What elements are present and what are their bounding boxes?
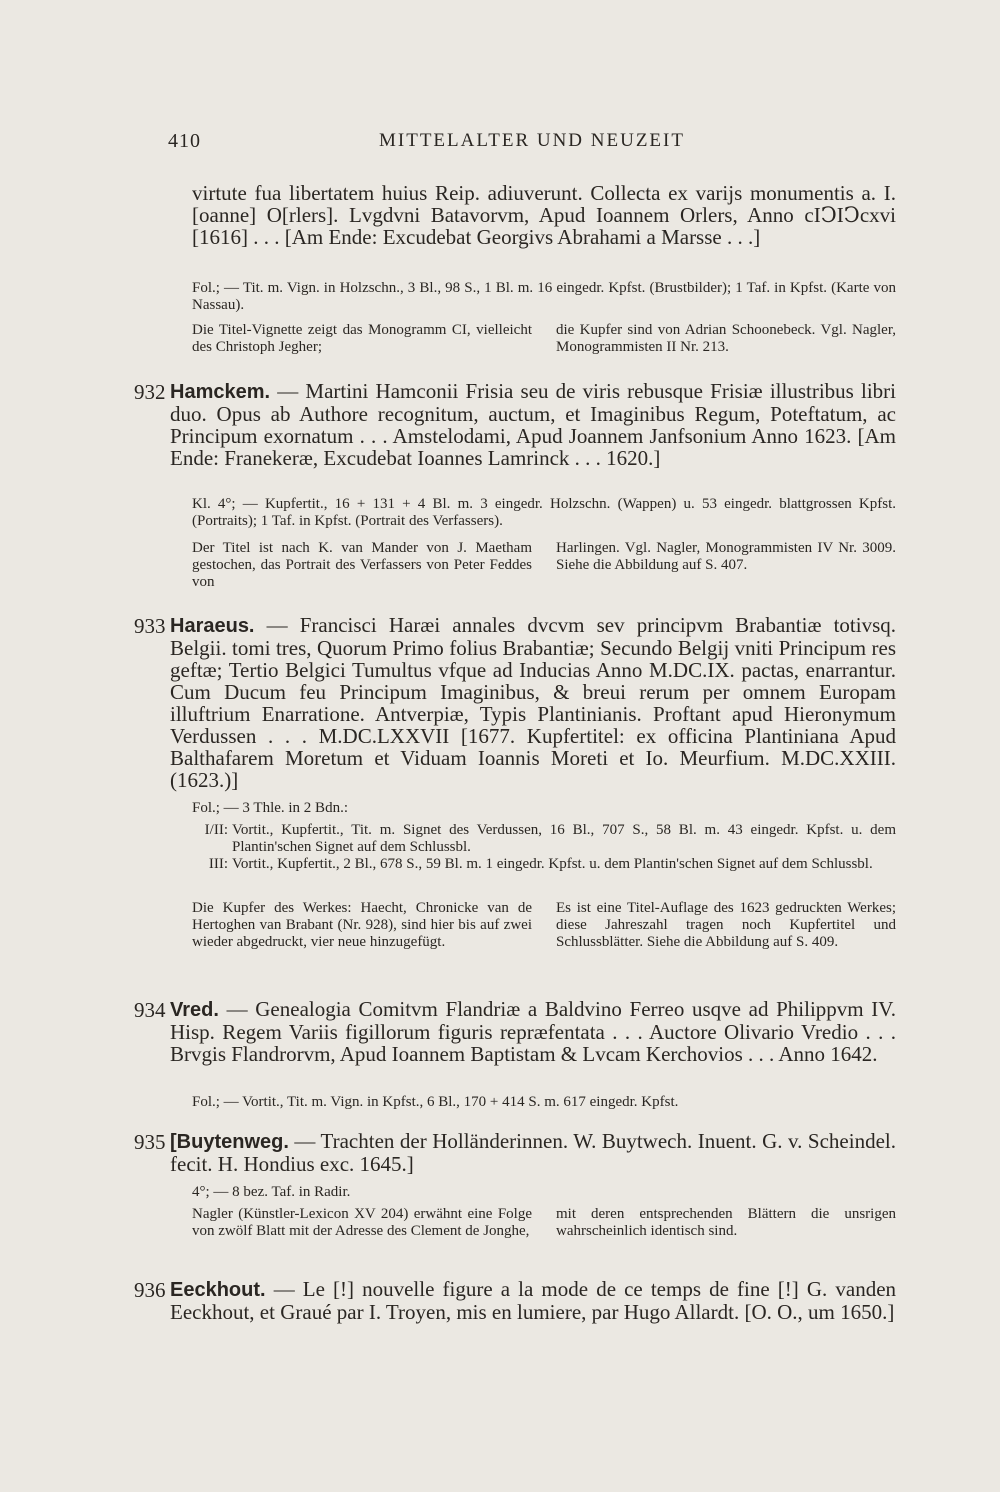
entry-title: — Francisci Haræi annales dvcvm sev principvm Brabantiæ totivsq. Belgii. tomi tres, Quorum Primo folius Brabantiæ; Secundo Belgij vniti Principum res geftæ; Tertio Belgici Tumultus vfque ad Inducias Anno M.DC.IX. pactas, enarrantur. Cum Ducum feu Principum Imaginibus, & breui rerum per omnem Europam illuftrium Enarratione. Antverpiæ, Typis Plantinianis. Proftant apud Hieronymum Verdussen . . . M.DC.LXXVII [1677. Kupfertitel: ex officina Plantiniana Apud Balthafarem Moretum et Viduam Ioannis Moreti et Io. Meurfium. M.DC.XXIII. (1623.)] [170,613,897,792]
entry-number: 933 [134,614,166,638]
entry-933-collation: Fol.; — 3 Thle. in 2 Bdn.: [192,800,348,816]
entry-continuation-collation: Fol.; — Tit. m. Vign. in Holzschn., 3 Bl., 98 S., 1 Bl. m. 16 eingedr. Kpfst. (Brustbilder); 1 Taf. in Kpfst. (Karte von Nassau). [192,280,896,313]
entry-number: 934 [134,998,166,1022]
entry-934-collation: Fol.; — Vortit., Tit. m. Vign. in Kpfst., 6 Bl., 170 + 414 S. m. 617 eingedr. Kpfst. [192,1094,679,1110]
note-left: Die Titel-Vignette zeigt das Monogramm CI, vielleicht des Christoph Jegher; [192,322,532,355]
entry-title: — Le [!] nouvelle figure a la mode de ce temps de fine [!] G. vanden Eeckhout, et Graué par I. Troyen, mis en lumiere, par Hugo Allardt. [O. O., um 1650.] [170,1277,897,1324]
note-left: Der Titel ist nach K. van Mander von J. Maetham gestochen, das Portrait des Verfassers von Peter Feddes von [192,540,532,590]
entry-continuation-text: virtute fua libertatem huius Reip. adiuverunt. Collecta ex varijs monumentis a. I.[oanne] O[rlers]. Lvgdvni Batavorvm, Apud Ioannem Orlers, Anno cIↃIↃcxvi [1616] . . . [Am Ende: Excudebat Georgivs Abrahami a Marsse . . .] [192,181,896,249]
entry-934-text [170,998,896,1065]
entry-number: 935 [134,1130,166,1154]
entry-932-notes [192,540,896,591]
page-number: 410 [168,130,201,152]
note-right: die Kupfer sind von Adrian Schoonebeck. Vgl. Nagler, Monogrammisten II Nr. 213. [556,322,896,355]
entry-933-text [170,614,896,791]
entry-932-text [170,380,896,469]
entry-933-volumes [192,822,896,873]
entry-lemma: Eeckhout. [170,1279,266,1301]
entry-continuation-notes [192,322,896,356]
entry-number: 936 [134,1278,166,1302]
entry-935-text [170,1130,896,1175]
entry-933-notes [192,900,896,951]
entry-lemma: Hamckem. [170,381,271,403]
entry-936-text [170,1278,896,1323]
entry-lemma: Haraeus. [170,615,255,637]
entry-number: 932 [134,380,166,404]
entry-935-notes [192,1206,896,1240]
entry-932-collation: Kl. 4°; — Kupfertit., 16 + 131 + 4 Bl. m. 3 eingedr. Holzschn. (Wappen) u. 53 eingedr. blattgrossen Kpfst. (Portraits); 1 Taf. in Kpfst. (Portrait des Verfassers). [192,496,896,529]
entry-title: — Trachten der Holländerinnen. W. Buytwech. Inuent. G. v. Scheindel. fecit. H. Hondius exc. 1645.] [170,1129,896,1176]
running-title: MITTELALTER UND NEUZEIT [379,130,685,151]
volume-line: I/II: Vortit., Kupfertit., Tit. m. Signet des Verdussen, 16 Bl., 707 S., 58 Bl. m. 43 eingedr. Kpfst. u. dem Plantin'schen Signet auf dem Schlussbl. [204,822,896,855]
note-left: Die Kupfer des Werkes: Haecht, Chronicke van de Hertoghen van Brabant (Nr. 928), sind hier bis auf zwei wieder abgedruckt, vier neue hinzugefügt. [192,900,532,950]
volume-line: III: Vortit., Kupfertit., 2 Bl., 678 S., 59 Bl. m. 1 eingedr. Kpfst. u. dem Plantin'schen Signet auf dem Schlussbl. [208,856,873,872]
entry-lemma: Vred. [170,999,219,1021]
note-left: Nagler (Künstler-Lexicon XV 204) erwähnt eine Folge von zwölf Blatt mit der Adresse des Clement de Jonghe, [192,1206,532,1239]
entry-title: — Genealogia Comitvm Flandriæ a Baldvino Ferreo usqve ad Philippvm IV. Hisp. Regem Variis figillorum figuris repræfentata . . . Auctore Olivario Vredio . . . Brvgis Flandrorvm, Apud Ioannem Baptistam & Lvcam Kerchovios . . . Anno 1642. [170,997,897,1066]
note-right: mit deren entsprechenden Blättern die unsrigen wahrscheinlich identisch sind. [556,1206,896,1239]
page-header [168,130,896,160]
note-right: Harlingen. Vgl. Nagler, Monogrammisten IV Nr. 3009. Siehe die Abbildung auf S. 407. [556,540,896,573]
entry-title: — Martini Hamconii Frisia seu de viris rebusque Frisiæ illustribus libri duo. Opus ab Authore recognitum, auctum, et Imaginibus Regum, Poteftatum, ac Principum exornatum . . . Amstelodami, Apud Joannem Janfsonium Anno 1623. [Am Ende: Franekeræ, Excudebat Ioannes Lamrinck . . . 1620.] [170,379,896,470]
entry-lemma: [Buytenweg. [170,1131,289,1153]
entry-935-collation: 4°; — 8 bez. Taf. in Radir. [192,1184,351,1200]
note-right: Es ist eine Titel-Auflage des 1623 gedruckten Werkes; diese Jahreszahl tragen noch Kupfertitel und Schlussblätter. Siehe die Abbildung auf S. 409. [556,900,896,950]
